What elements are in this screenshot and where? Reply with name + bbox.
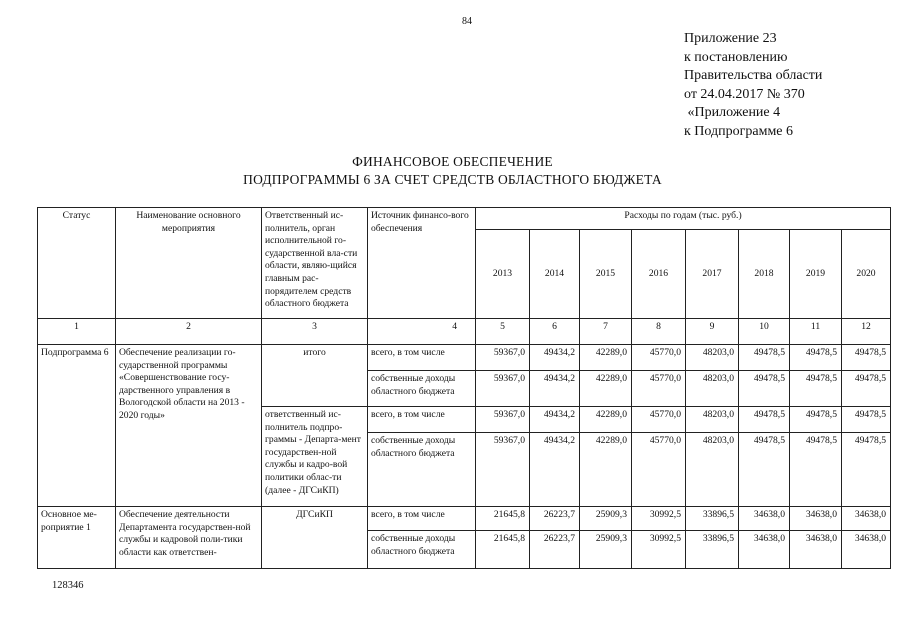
table-row bbox=[38, 507, 891, 531]
value-cell: 49478,5 bbox=[842, 407, 891, 433]
annex-line: к Подпрограмме 6 bbox=[684, 123, 794, 139]
value-cell: 49478,5 bbox=[739, 433, 790, 507]
value-cell: 34638,0 bbox=[842, 531, 891, 569]
value-cell: 49478,5 bbox=[739, 345, 790, 371]
source-cell: всего, в том числе bbox=[368, 507, 476, 531]
value-cell: 26223,7 bbox=[530, 507, 580, 531]
value-cell: 49478,5 bbox=[739, 371, 790, 407]
value-cell: 49478,5 bbox=[790, 345, 842, 371]
value-cell: 59367,0 bbox=[476, 407, 530, 433]
value-cell: 34638,0 bbox=[790, 507, 842, 531]
column-number: 8 bbox=[632, 319, 686, 345]
header-year: 2015 bbox=[580, 230, 632, 319]
financing-table bbox=[37, 207, 891, 569]
value-cell: 49478,5 bbox=[842, 345, 891, 371]
header-year: 2020 bbox=[842, 230, 891, 319]
event-name-cell: Обеспечение деятельности Департамента государствен-ной службы и кадровой поли-тики области как ответствен- bbox=[116, 507, 262, 569]
value-cell: 49478,5 bbox=[842, 371, 891, 407]
value-cell: 42289,0 bbox=[580, 433, 632, 507]
header-expenses: Расходы по годам (тыс. руб.) bbox=[476, 208, 891, 230]
column-number: 9 bbox=[686, 319, 739, 345]
header-row bbox=[38, 208, 891, 230]
header-source: Источник финансо-вого обеспечения bbox=[368, 208, 476, 319]
value-cell: 42289,0 bbox=[580, 371, 632, 407]
header-name: Наименование основного мероприятия bbox=[116, 208, 262, 319]
value-cell: 49434,2 bbox=[530, 407, 580, 433]
value-cell: 45770,0 bbox=[632, 433, 686, 507]
header-year: 2017 bbox=[686, 230, 739, 319]
value-cell: 42289,0 bbox=[580, 407, 632, 433]
source-cell: всего, в том числе bbox=[368, 407, 476, 433]
value-cell: 59367,0 bbox=[476, 433, 530, 507]
column-number: 1 bbox=[38, 319, 116, 345]
value-cell: 33896,5 bbox=[686, 507, 739, 531]
value-cell: 59367,0 bbox=[476, 371, 530, 407]
value-cell: 30992,5 bbox=[632, 531, 686, 569]
header-year: 2013 bbox=[476, 230, 530, 319]
column-number: 5 bbox=[476, 319, 530, 345]
annex-line: к постановлению bbox=[684, 49, 788, 65]
value-cell: 48203,0 bbox=[686, 371, 739, 407]
annex-line: от 24.04.2017 № 370 bbox=[684, 86, 805, 102]
document-title-line2: ПОДПРОГРАММЫ 6 ЗА СЧЕТ СРЕДСТВ ОБЛАСТНОГО БЮДЖЕТА bbox=[243, 172, 662, 187]
value-cell: 25909,3 bbox=[580, 531, 632, 569]
value-cell: 49478,5 bbox=[790, 371, 842, 407]
value-cell: 48203,0 bbox=[686, 345, 739, 371]
header-executor: Ответственный ис-полнитель, орган исполнительной го-сударственной вла-сти области, являю-щийся главным рас-порядителем средств областного бюджета bbox=[262, 208, 368, 319]
document-title-line1: ФИНАНСОВОЕ ОБЕСПЕЧЕНИЕ bbox=[352, 154, 553, 169]
value-cell: 26223,7 bbox=[530, 531, 580, 569]
value-cell: 34638,0 bbox=[790, 531, 842, 569]
value-cell: 59367,0 bbox=[476, 345, 530, 371]
column-number: 12 bbox=[842, 319, 891, 345]
column-number: 10 bbox=[739, 319, 790, 345]
value-cell: 45770,0 bbox=[632, 371, 686, 407]
column-number: 3 bbox=[262, 319, 368, 345]
value-cell: 49434,2 bbox=[530, 345, 580, 371]
event-name-cell: Обеспечение реализации го-сударственной программы «Совершенствование госу-дарственного управления в Вологодской области на 2013 - 2020 годы» bbox=[116, 345, 262, 507]
value-cell: 48203,0 bbox=[686, 433, 739, 507]
header-year: 2014 bbox=[530, 230, 580, 319]
annex-line: Приложение 23 bbox=[684, 31, 777, 46]
table-row bbox=[38, 345, 891, 371]
header-year: 2018 bbox=[739, 230, 790, 319]
value-cell: 49478,5 bbox=[842, 433, 891, 507]
header-year: 2016 bbox=[632, 230, 686, 319]
value-cell: 21645,8 bbox=[476, 531, 530, 569]
source-cell: всего, в том числе bbox=[368, 345, 476, 371]
source-cell: собственные доходы областного бюджета bbox=[368, 433, 476, 507]
column-number: 7 bbox=[580, 319, 632, 345]
document-code: 128346 bbox=[52, 580, 84, 591]
value-cell: 21645,8 bbox=[476, 507, 530, 531]
executor-cell: ответственный ис-полнитель подпро-граммы - Департа-мент государствен-ной службы и кадро-вой политики облас-ти (далее - ДГСиКП) bbox=[262, 407, 368, 507]
value-cell: 49478,5 bbox=[790, 433, 842, 507]
value-cell: 45770,0 bbox=[632, 407, 686, 433]
header-year: 2019 bbox=[790, 230, 842, 319]
value-cell: 42289,0 bbox=[580, 345, 632, 371]
column-numbers-row bbox=[38, 319, 891, 345]
status-cell: Основное ме-роприятие 1 bbox=[38, 507, 116, 569]
annex-line: «Приложение 4 bbox=[684, 105, 781, 121]
value-cell: 49434,2 bbox=[530, 433, 580, 507]
value-cell: 48203,0 bbox=[686, 407, 739, 433]
column-number: 11 bbox=[790, 319, 842, 345]
source-cell: собственные доходы областного бюджета bbox=[368, 531, 476, 569]
column-number: 6 bbox=[530, 319, 580, 345]
value-cell: 30992,5 bbox=[632, 507, 686, 531]
value-cell: 33896,5 bbox=[686, 531, 739, 569]
value-cell: 45770,0 bbox=[632, 345, 686, 371]
column-number: 4 bbox=[368, 319, 476, 345]
value-cell: 25909,3 bbox=[580, 507, 632, 531]
value-cell: 34638,0 bbox=[739, 531, 790, 569]
executor-cell: итого bbox=[262, 345, 368, 407]
value-cell: 34638,0 bbox=[739, 507, 790, 531]
header-status: Статус bbox=[38, 208, 116, 319]
value-cell: 34638,0 bbox=[842, 507, 891, 531]
page-number: 84 bbox=[462, 16, 472, 27]
value-cell: 49478,5 bbox=[790, 407, 842, 433]
executor-cell: ДГСиКП bbox=[262, 507, 368, 569]
status-cell: Подпрограмма 6 bbox=[38, 345, 116, 507]
value-cell: 49478,5 bbox=[739, 407, 790, 433]
annex-reference bbox=[684, 30, 822, 142]
annex-line: Правительства области bbox=[684, 68, 823, 84]
value-cell: 49434,2 bbox=[530, 371, 580, 407]
source-cell: собственные доходы областного бюджета bbox=[368, 371, 476, 407]
column-number: 2 bbox=[116, 319, 262, 345]
